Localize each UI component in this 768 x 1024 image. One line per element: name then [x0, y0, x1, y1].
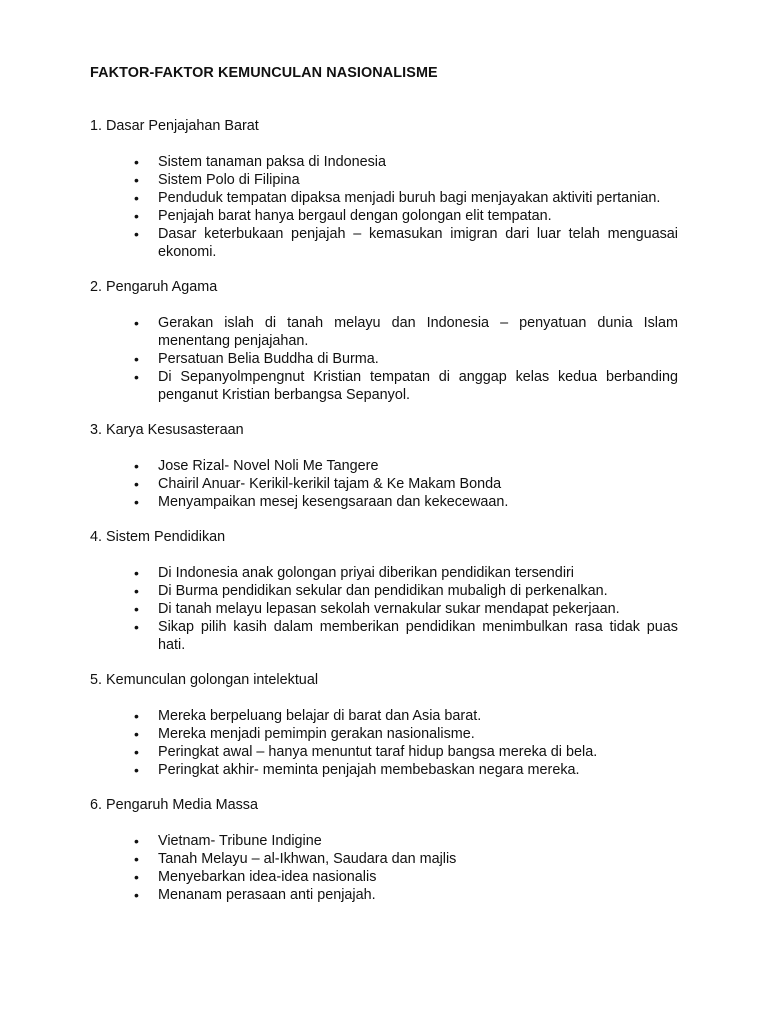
section: [90, 117, 678, 261]
list-item: [90, 618, 678, 654]
list-item: [90, 153, 678, 171]
list-item: [90, 314, 678, 350]
list-item: [90, 761, 678, 779]
bullet-icon: •: [134, 851, 139, 867]
bullet-list: [90, 153, 678, 261]
section: [90, 671, 678, 779]
bullet-icon: •: [134, 208, 139, 224]
list-item-text: Di Indonesia anak golongan priyai diberikan pendidikan tersendiri: [158, 565, 575, 581]
list-item: [90, 582, 678, 600]
list-item-text: Vietnam- Tribune Indigine: [158, 833, 322, 849]
list-item-text: Sistem tanaman paksa di Indonesia: [158, 154, 386, 170]
section-heading: 4. Sistem Pendidikan: [90, 529, 226, 545]
list-item: [90, 475, 678, 493]
list-item-text: Dasar keterbukaan penjajah – kemasukan imigran dari luar telah menguasai ekonomi.: [158, 226, 678, 260]
list-item-text: Gerakan islah di tanah melayu dan Indonesia – penyatuan dunia Islam menentang penjajahan.: [158, 315, 678, 349]
bullet-icon: •: [134, 619, 139, 635]
bullet-icon: •: [134, 762, 139, 778]
list-item: [90, 457, 678, 475]
section-heading: 6. Pengaruh Media Massa: [90, 797, 258, 813]
list-item: [90, 225, 678, 261]
document-page: [90, 64, 678, 921]
list-item-text: Menyampaikan mesej kesengsaraan dan kekecewaan.: [158, 494, 509, 510]
list-item-text: Tanah Melayu – al-Ikhwan, Saudara dan majlis: [158, 851, 457, 867]
list-item: [90, 886, 678, 904]
section-heading: 5. Kemunculan golongan intelektual: [90, 672, 319, 688]
bullet-icon: •: [134, 744, 139, 760]
bullet-icon: •: [134, 154, 139, 170]
list-item: [90, 493, 678, 511]
sections-container: [90, 117, 678, 904]
bullet-icon: •: [134, 869, 139, 885]
bullet-list: [90, 314, 678, 404]
list-item-text: Penduduk tempatan dipaksa menjadi buruh bagi menjayakan aktiviti pertanian.: [158, 190, 661, 206]
list-item: [90, 368, 678, 404]
section-heading: 2. Pengaruh Agama: [90, 279, 218, 295]
section-heading: 3. Karya Kesusasteraan: [90, 422, 244, 438]
bullet-list: [90, 457, 678, 511]
bullet-icon: •: [134, 172, 139, 188]
list-item-text: Di tanah melayu lepasan sekolah vernakular sukar mendapat pekerjaan.: [158, 601, 620, 617]
document-title: FAKTOR-FAKTOR KEMUNCULAN NASIONALISME: [90, 65, 438, 81]
list-item: [90, 832, 678, 850]
list-item: [90, 707, 678, 725]
list-item: [90, 868, 678, 886]
list-item-text: Peringkat awal – hanya menuntut taraf hidup bangsa mereka di bela.: [158, 744, 598, 760]
list-item: [90, 600, 678, 618]
bullet-icon: •: [134, 708, 139, 724]
bullet-icon: •: [134, 833, 139, 849]
list-item: [90, 350, 678, 368]
list-item: [90, 564, 678, 582]
list-item-text: Mereka menjadi pemimpin gerakan nasionalisme.: [158, 726, 475, 742]
bullet-list: [90, 707, 678, 779]
bullet-icon: •: [134, 565, 139, 581]
section-heading: 1. Dasar Penjajahan Barat: [90, 118, 259, 134]
bullet-list: [90, 564, 678, 654]
bullet-icon: •: [134, 351, 139, 367]
bullet-icon: •: [134, 494, 139, 510]
bullet-icon: •: [134, 315, 139, 331]
bullet-icon: •: [134, 226, 139, 242]
bullet-icon: •: [134, 726, 139, 742]
list-item: [90, 743, 678, 761]
section: [90, 528, 678, 654]
list-item-text: Di Sepanyolmpengnut Kristian tempatan di anggap kelas kedua berbanding penganut Kristian berbangsa Sepanyol.: [158, 369, 678, 403]
list-item: [90, 850, 678, 868]
bullet-list: [90, 832, 678, 904]
section: [90, 278, 678, 404]
list-item: [90, 725, 678, 743]
bullet-icon: •: [134, 369, 139, 385]
list-item-text: Di Burma pendidikan sekular dan pendidikan mubaligh di perkenalkan.: [158, 583, 608, 599]
bullet-icon: •: [134, 601, 139, 617]
list-item-text: Peringkat akhir- meminta penjajah membebaskan negara mereka.: [158, 762, 580, 778]
list-item-text: Sikap pilih kasih dalam memberikan pendidikan menimbulkan rasa tidak puas hati.: [158, 619, 678, 653]
list-item-text: Persatuan Belia Buddha di Burma.: [158, 351, 379, 367]
list-item-text: Menyebarkan idea-idea nasionalis: [158, 869, 377, 885]
list-item-text: Mereka berpeluang belajar di barat dan Asia barat.: [158, 708, 482, 724]
bullet-icon: •: [134, 583, 139, 599]
list-item: [90, 189, 678, 207]
bullet-icon: •: [134, 458, 139, 474]
section: [90, 796, 678, 904]
list-item: [90, 207, 678, 225]
bullet-icon: •: [134, 190, 139, 206]
bullet-icon: •: [134, 476, 139, 492]
list-item-text: Sistem Polo di Filipina: [158, 172, 300, 188]
list-item-text: Chairil Anuar- Kerikil-kerikil tajam & Ke Makam Bonda: [158, 476, 502, 492]
list-item-text: Penjajah barat hanya bergaul dengan golongan elit tempatan.: [158, 208, 552, 224]
section: [90, 421, 678, 511]
list-item-text: Menanam perasaan anti penjajah.: [158, 887, 376, 903]
bullet-icon: •: [134, 887, 139, 903]
list-item: [90, 171, 678, 189]
list-item-text: Jose Rizal- Novel Noli Me Tangere: [158, 458, 379, 474]
